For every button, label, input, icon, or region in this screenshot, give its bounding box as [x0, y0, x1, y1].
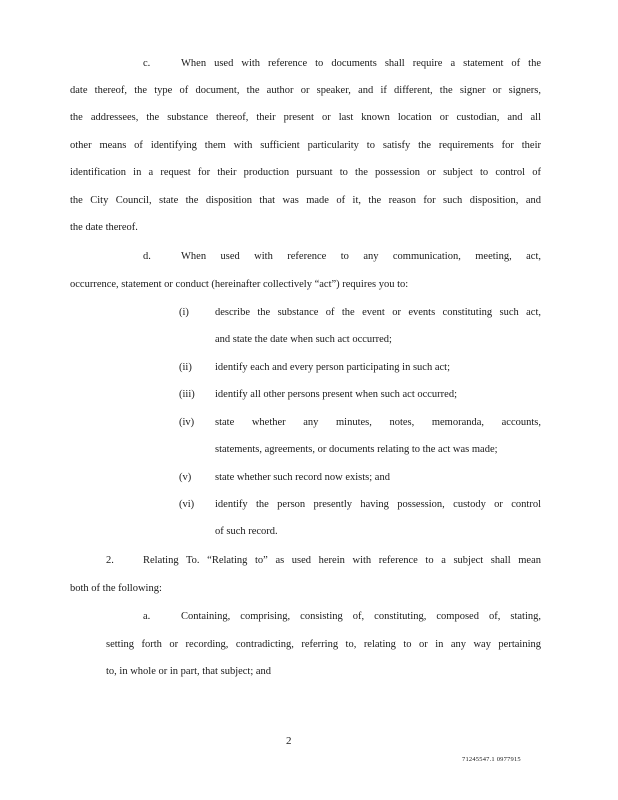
list-item-number: (vi) — [179, 499, 195, 510]
list-item-number: (iii) — [179, 389, 195, 400]
paragraph-2a-line: to, in whole or in part, that subject; and — [106, 666, 272, 677]
paragraph-d-line: occurrence, statement or conduct (hereinafter collectively “act”) requires you to: — [70, 279, 409, 290]
paragraph-c-line: the City Council, state the disposition that was made of it, the reason for such disposition, and — [70, 195, 541, 206]
paragraph-2-label: 2. — [106, 555, 114, 566]
list-item-line: of such record. — [215, 526, 278, 537]
list-item-line: state whether such record now exists; and — [215, 472, 390, 483]
document-id: 71245547.1 0977915 — [462, 756, 521, 763]
paragraph-2a-line: Containing, comprising, consisting of, constituting, composed of, stating, — [181, 611, 541, 622]
list-item-number: (i) — [179, 307, 189, 318]
list-item-line: identify all other persons present when such act occurred; — [215, 389, 457, 400]
list-item-number: (iv) — [179, 417, 195, 428]
list-item-number: (v) — [179, 472, 192, 483]
paragraph-d-label: d. — [143, 251, 151, 262]
list-item-number: (ii) — [179, 362, 192, 373]
list-item-line: state whether any minutes, notes, memoranda, accounts, — [215, 417, 541, 428]
paragraph-c-line: other means of identifying them with sufficient particularity to satisfy the requirements for their — [70, 140, 541, 151]
paragraph-c-label: c. — [143, 58, 151, 69]
list-item-line: and state the date when such act occurred; — [215, 334, 392, 345]
list-item-line: identify each and every person participating in such act; — [215, 362, 450, 373]
paragraph-c-line: When used with reference to documents shall require a statement of the — [181, 58, 541, 69]
list-item-line: statements, agreements, or documents relating to the act was made; — [215, 444, 498, 455]
list-item-line: identify the person presently having possession, custody or control — [215, 499, 541, 510]
paragraph-c-line: the addressees, the substance thereof, their present or last known location or custodian, and all — [70, 112, 541, 123]
paragraph-d-line: When used with reference to any communication, meeting, act, — [181, 251, 541, 262]
paragraph-2-line: both of the following: — [70, 583, 162, 594]
paragraph-c-line: the date thereof. — [70, 222, 138, 233]
paragraph-2-line: Relating To. “Relating to” as used herein with reference to a subject shall mean — [143, 555, 541, 566]
paragraph-c-line: date thereof, the type of document, the author or speaker, and if different, the signer or signers, — [70, 85, 541, 96]
paragraph-2a-label: a. — [143, 611, 151, 622]
page-number: 2 — [286, 735, 292, 747]
paragraph-c-line: identification in a request for their production pursuant to the possession or subject to control of — [70, 167, 541, 178]
paragraph-2a-line: setting forth or recording, contradicting, referring to, relating to or in any way pertaining — [106, 639, 541, 650]
list-item-line: describe the substance of the event or events constituting such act, — [215, 307, 541, 318]
